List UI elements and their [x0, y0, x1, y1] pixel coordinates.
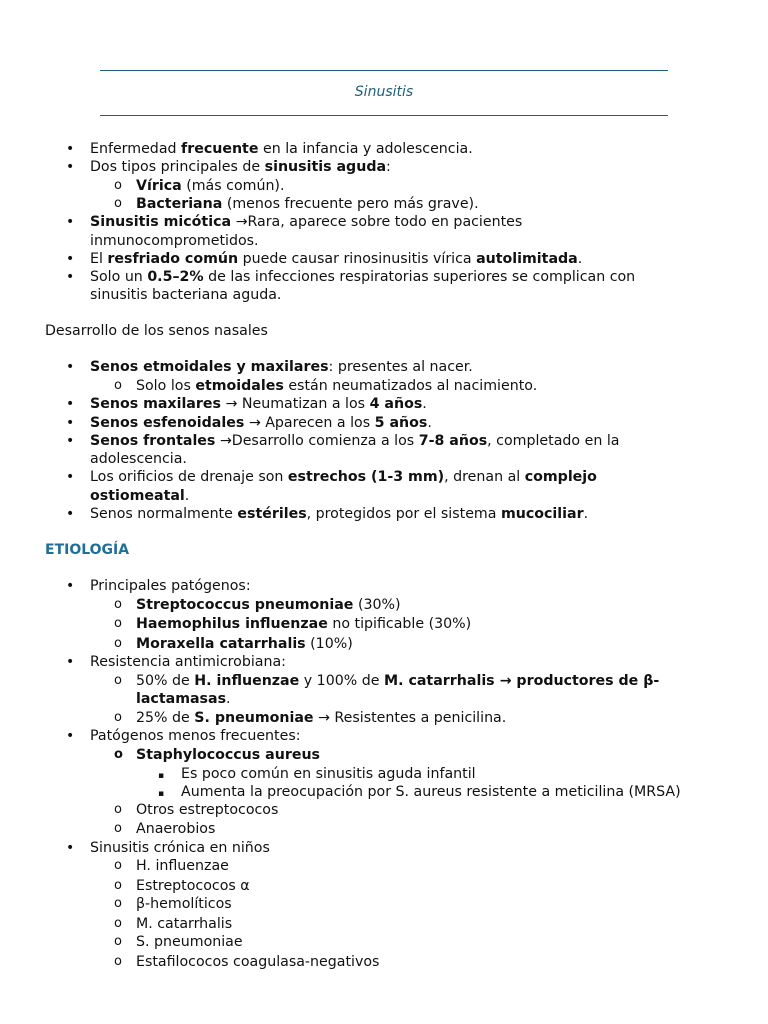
circle-marker: o — [114, 673, 122, 688]
bullet-marker: • — [66, 578, 75, 594]
bold-text: Senos frontales — [90, 433, 216, 449]
text: Solo los — [136, 378, 196, 394]
bullet-marker: • — [66, 469, 75, 485]
bullet-marker: • — [66, 251, 75, 267]
bold-text: sinusitis aguda — [264, 159, 387, 175]
circle-marker: o — [114, 747, 123, 762]
text: Resistencia antimicrobiana: — [90, 654, 286, 670]
circle-marker: o — [114, 896, 122, 911]
text: Senos normalmente — [90, 506, 238, 522]
circle-marker: o — [114, 597, 122, 612]
bold-text: Staphylococcus aureus — [136, 747, 320, 763]
circle-marker: o — [114, 954, 122, 969]
circle-marker: o — [114, 934, 122, 949]
bold-text: Streptococcus pneumoniae — [136, 597, 354, 613]
text: Estreptococos α — [136, 878, 250, 894]
text: , completado en la — [487, 433, 620, 449]
text: Anaerobios — [136, 821, 216, 837]
bullet-marker: • — [66, 728, 75, 744]
text: Principales patógenos: — [90, 578, 251, 594]
bold-text: M. catarrhalis — [384, 673, 495, 689]
circle-marker: o — [114, 710, 122, 725]
text: Enfermedad — [90, 141, 182, 157]
circle-marker: o — [114, 178, 122, 193]
bold-text: estrechos (1-3 mm) — [287, 469, 445, 485]
text: inmunocomprometidos. — [90, 233, 259, 249]
text: : presentes al nacer. — [328, 359, 473, 375]
bold-text: productores de β- — [516, 673, 660, 689]
text: , drenan al — [444, 469, 525, 485]
bold-text: Senos esfenoidales — [90, 415, 245, 431]
text: Otros estreptococos — [136, 802, 279, 818]
text: en la infancia y adolescencia. — [258, 141, 473, 157]
text: → Resistentes a penicilina. — [313, 710, 507, 726]
bullet-marker: • — [66, 415, 75, 431]
text: 25% de — [136, 710, 195, 726]
bold-text: lactamasas — [136, 691, 227, 707]
bold-text: complejo — [524, 469, 597, 485]
circle-marker: o — [114, 378, 122, 393]
text: →Rara, aparece sobre todo en pacientes — [231, 214, 523, 230]
bold-text: 0.5–2% — [147, 269, 204, 285]
bold-text: ostiomeatal — [90, 488, 185, 504]
text: no tipificable (30%) — [327, 616, 472, 632]
text: H. influenzae — [136, 858, 229, 874]
section-label: Desarrollo de los senos nasales — [45, 323, 268, 339]
bullet-marker: • — [66, 214, 75, 230]
text: . — [226, 691, 231, 707]
text: Los orificios de drenaje son — [90, 469, 288, 485]
bullet-marker: • — [66, 159, 75, 175]
text: (30%) — [353, 597, 401, 613]
text: (más común). — [181, 178, 285, 194]
text: Es poco común en sinusitis aguda infantil — [181, 766, 476, 782]
text: Aumenta la preocupación por S. aureus resistente a meticilina (MRSA) — [181, 784, 681, 800]
text: (menos frecuente pero más grave). — [222, 196, 479, 212]
text: (10%) — [305, 636, 353, 652]
text: Estafilococos coagulasa-negativos — [136, 954, 380, 970]
circle-marker: o — [114, 821, 122, 836]
bullet-marker: • — [66, 141, 75, 157]
bullet-marker: • — [66, 433, 75, 449]
text: . — [427, 415, 432, 431]
text: . — [583, 506, 589, 522]
page-title: Sinusitis — [354, 84, 414, 100]
bullet-marker: • — [66, 654, 75, 670]
text: sinusitis bacteriana aguda. — [90, 287, 282, 303]
bold-text: Senos maxilares — [90, 396, 221, 412]
text: El — [90, 251, 108, 267]
text: y 100% de — [299, 673, 384, 689]
circle-marker: o — [114, 858, 122, 873]
bold-text: Senos etmoidales y maxilares — [90, 359, 329, 375]
circle-marker: o — [114, 916, 122, 931]
bold-text: Sinusitis micótica — [90, 214, 232, 230]
text: β-hemolíticos — [136, 896, 232, 912]
bold-text: 7-8 años — [418, 433, 488, 449]
bold-text: S. pneumoniae — [194, 710, 314, 726]
bold-text: resfriado común — [107, 251, 239, 267]
bold-text: Vírica — [136, 178, 182, 194]
section-heading: ETIOLOGÍA — [45, 542, 130, 558]
text: . — [422, 396, 427, 412]
bold-text: Moraxella catarrhalis — [136, 636, 306, 652]
bold-text: autolimitada — [476, 251, 578, 267]
text: M. catarrhalis — [136, 916, 233, 932]
text: puede causar rinosinusitis vírica — [238, 251, 477, 267]
circle-marker: o — [114, 196, 122, 211]
bold-text: mucociliar — [500, 506, 584, 522]
bold-text: etmoidales — [195, 378, 284, 394]
bold-text: estériles — [237, 506, 307, 522]
text: → Neumatizan a los — [220, 396, 370, 412]
text: →Desarrollo comienza a los — [215, 433, 419, 449]
text: adolescencia. — [90, 451, 187, 467]
text: : — [386, 159, 391, 175]
text: S. pneumoniae — [136, 934, 243, 950]
bold-text: frecuente — [181, 141, 259, 157]
text: → — [494, 673, 517, 689]
bottom-rule — [100, 115, 668, 116]
text: , protegidos por el sistema — [306, 506, 501, 522]
bullet-marker: • — [66, 840, 75, 856]
bold-text: 5 años — [374, 415, 428, 431]
text: Patógenos menos frecuentes: — [90, 728, 301, 744]
bold-text: H. influenzae — [194, 673, 300, 689]
bullet-marker: • — [66, 396, 75, 412]
square-marker: ▪ — [158, 789, 165, 799]
bold-text: Haemophilus influenzae — [136, 616, 328, 632]
circle-marker: o — [114, 616, 122, 631]
bold-text: Bacteriana — [136, 196, 223, 212]
circle-marker: o — [114, 878, 122, 893]
bold-text: 4 años — [369, 396, 423, 412]
square-marker: ▪ — [158, 771, 165, 781]
top-rule — [100, 70, 668, 71]
text: . — [577, 251, 583, 267]
bullet-marker: • — [66, 359, 75, 375]
text: Dos tipos principales de — [90, 159, 265, 175]
bullet-marker: • — [66, 506, 75, 522]
text: . — [184, 488, 190, 504]
text: están neumatizados al nacimiento. — [283, 378, 538, 394]
bullet-marker: • — [66, 269, 75, 285]
text: Solo un — [90, 269, 148, 285]
text: Sinusitis crónica en niños — [90, 840, 270, 856]
text: de las infecciones respiratorias superiores se complican con — [203, 269, 636, 285]
circle-marker: o — [114, 636, 122, 651]
circle-marker: o — [114, 802, 122, 817]
text: 50% de — [136, 673, 195, 689]
text: → Aparecen a los — [244, 415, 375, 431]
